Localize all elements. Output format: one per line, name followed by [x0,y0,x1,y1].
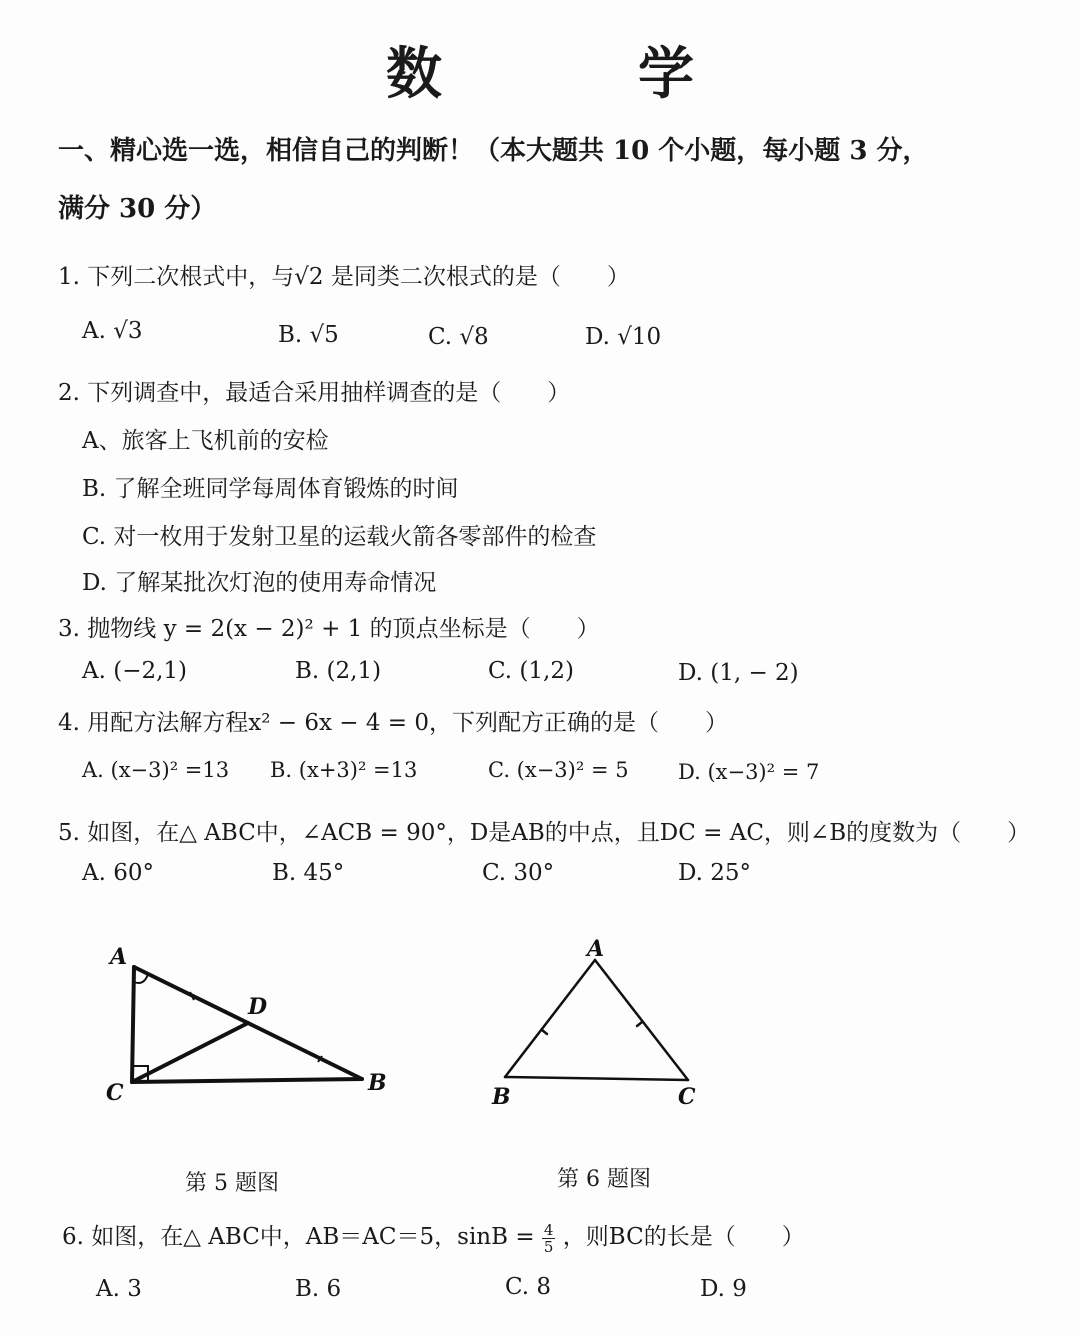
question-5-option-d: D. 25° [678,860,752,886]
fig6-label-c: C [678,1084,696,1110]
question-1-option-d: D. √10 [585,324,662,350]
question-2-option-c: C. 对一枚用于发射卫星的运载火箭各零部件的检查 [82,524,597,550]
fraction-denominator: 5 [543,1237,554,1256]
question-3-option-d: D. (1, − 2) [678,660,799,686]
question-1-option-c: C. √8 [428,324,489,350]
question-3-option-c: C. (1,2) [488,658,574,684]
question-4-option-a: A. (x−3)² =13 [82,758,230,782]
question-5-option-c: C. 30° [482,860,555,886]
figure-6-caption: 第 6 题图 [557,1167,651,1192]
question-6-stem [62,1218,805,1255]
question-4-stem: 4. 用配方法解方程x² − 6x − 4 = 0，下列配方正确的是（ ） [58,710,728,736]
question-5-stem: 5. 如图，在△ ABC中，∠ACB = 90°，D是AB的中点，且DC = AC，则∠B的度数为（ ） [58,820,1031,846]
section-heading-line1: 一、精心选一选，相信自己的判断！（本大题共 10 个小题，每小题 3 分， [58,136,929,166]
fig5-label-c: C [106,1080,124,1106]
figure-6-isosceles-triangle [480,930,720,1120]
fig5-label-d: D [248,994,268,1020]
fig5-label-b: B [368,1070,387,1096]
question-3-option-a: A. (−2,1) [82,658,188,684]
fraction-sin-b [542,1222,556,1255]
question-2-option-a: A、旅客上飞机前的安检 [82,428,329,454]
question-5-option-a: A. 60° [82,860,154,886]
fig5-label-a: A [110,944,128,970]
question-4-option-b: B. (x+3)² =13 [270,758,418,782]
question-2-option-d: D. 了解某批次灯泡的使用寿命情况 [82,570,437,596]
question-5-option-b: B. 45° [272,860,345,886]
figure-5-caption: 第 5 题图 [185,1171,279,1196]
question-6-option-c: C. 8 [505,1274,552,1300]
fig6-label-b: B [492,1084,511,1110]
question-6-option-d: D. 9 [700,1276,747,1302]
question-1-stem: 1. 下列二次根式中，与√2 是同类二次根式的是（ ） [58,264,630,290]
section-heading-line2: 满分 30 分） [58,194,217,224]
question-6-stem-after: ，则BC的长是（ ） [562,1224,805,1250]
question-3-option-b: B. (2,1) [295,658,382,684]
figure-5-right-triangle [90,930,420,1120]
fraction-numerator: 4 [543,1220,554,1239]
question-3-stem: 3. 抛物线 y = 2(x − 2)² + 1 的顶点坐标是（ ） [58,616,600,642]
question-4-option-c: C. (x−3)² = 5 [488,758,629,782]
question-1-option-a: A. √3 [82,318,143,344]
question-6-option-a: A. 3 [96,1276,142,1302]
question-2-option-b: B. 了解全班同学每周体育锻炼的时间 [82,476,459,502]
fig6-label-a: A [587,936,605,962]
question-1-option-b: B. √5 [278,322,339,348]
page-title: 数 学 [386,41,764,107]
question-6-stem-before: 6. 如图，在△ ABC中，AB＝AC＝5，sinB = [62,1224,535,1250]
question-6-option-b: B. 6 [295,1276,342,1302]
question-4-option-d: D. (x−3)² = 7 [678,760,820,784]
question-2-stem: 2. 下列调查中，最适合采用抽样调查的是（ ） [58,380,571,406]
